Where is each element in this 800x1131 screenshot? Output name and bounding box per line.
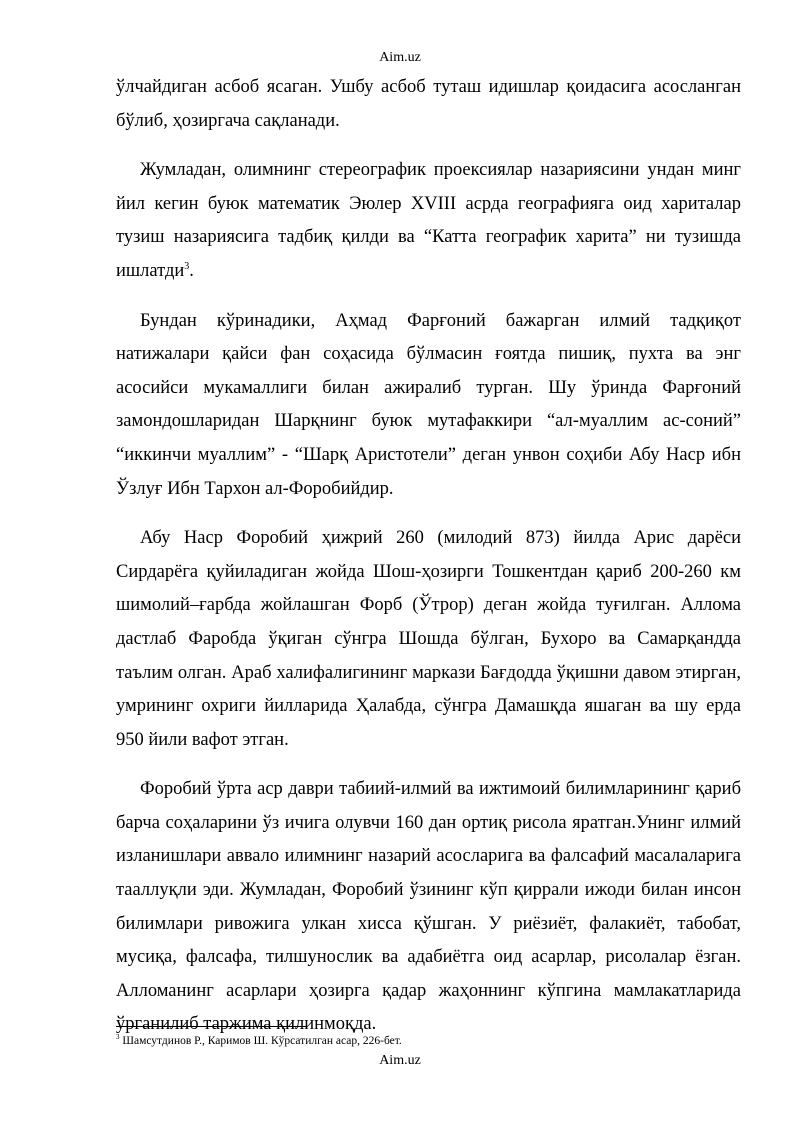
footnote-marker: 3 — [116, 1033, 120, 1042]
paragraph-2 — [116, 154, 741, 288]
footnote-separator — [116, 1026, 307, 1027]
paragraph-2-text: Жумладан, олимнинг стереографик проексиялар назариясини ундан минг йил кегин буюк математик Эюлер XVIII асрда географияга оид хариталар тузиш назариясига тадбиқ қилди ва “Катта географик харита” ни тузишда ишлатди — [116, 160, 741, 281]
paragraph-1: ўлчайдиган асбоб ясаган. Ушбу асбоб туташ идишлар қоидасига асосланган бўлиб, ҳозиргача сақланади. — [116, 77, 741, 131]
paragraph-4: Абу Наср Форобий ҳижрий 260 (милодий 873) йилда Арис дарёси Сирдарёга қуйиладиган жойда Шош-ҳозирги Тошкентдан қариб 200-260 км шимолий–ғарбда жойлашган Форб (Ўтрор) деган жойда туғилган. Аллома дастлаб Фаробда ўқиган сўнгра Шошда бўлган, Бухоро ва Самарқандда таълим олган. Араб халифалигининг маркази Бағдодда ўқишни давом этирган, умрининг охриги йилларида Ҳалабда, сўнгра Дамашқда яшаган ва шу ерда 950 йили вафот этган. — [116, 528, 741, 750]
paragraph-2-end: . — [189, 260, 194, 281]
footnote-text: Шамсутдинов Р., Каримов Ш. Кўрсатилган асар, 226-бет. — [119, 1035, 402, 1047]
page-header: Aim.uz — [379, 50, 421, 65]
paragraph-3: Бундан кўринадики, Аҳмад Фарғоний бажарган илмий тадқиқот натижалари қайси фан соҳасида бўлмасин ғоятда пишиқ, пухта ва энг асосийси мукамаллиги билан ажиралиб турган. Шу ўринда Фарғоний замондошларидан Шарқнинг буюк мутафаккири “ал-муаллим ас-соний” “иккинчи муаллим” - “Шарқ Аристотели” деган унвон соҳиби Абу Наср ибн Ўзлуғ Ибн Тархон ал-Форобийдир. — [116, 310, 741, 499]
footnote-reference: 3 — [184, 260, 190, 272]
footnote — [116, 1034, 741, 1049]
page-footer: Aim.uz — [379, 1053, 421, 1068]
paragraph-5: Форобий ўрта аср даври табиий-илмий ва ижтимоий билимларининг қариб барча соҳаларини ўз ичига олувчи 160 дан ортиқ рисола яратган.Унинг илмий изланишлари аввало илимнинг назарий асосларига ва фалсафий масалаларига тааллуқли эди. Жумладан, Форобий ўзининг кўп қиррали ижоди билан инсон билимлари ривожига улкан хисса қўшган. У риёзиёт, фалакиёт, табобат, мусиқа, фалсафа, тилшунослик ва адабиётга оид асарлар, рисолалар ёзган. Алломанинг асарлари ҳозирга қадар жаҳоннинг кўпгина мамлакатларида ўрганилиб таржима қилинмоқда. — [116, 779, 741, 1035]
document-body — [116, 71, 741, 1058]
